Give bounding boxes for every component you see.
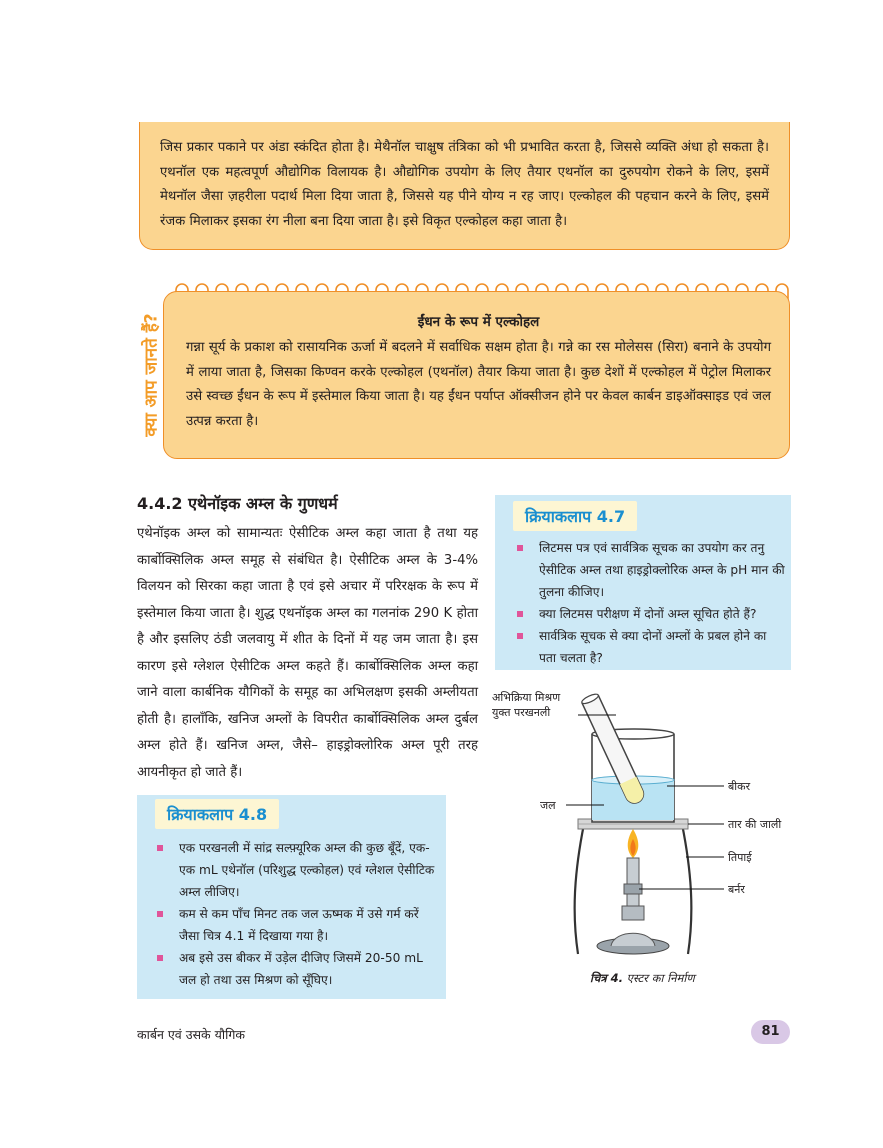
bullet-square-icon xyxy=(157,955,163,961)
apparatus-illustration xyxy=(486,684,796,984)
denatured-alcohol-text: जिस प्रकार पकाने पर अंडा स्कंदित होता है। मेथैनॉल चाक्षुष तंत्रिका को भी प्रभावित करता है, जिससे व्यक्ति अंधा हो सकता है। एथनॉल एक महत्वपूर्ण औद्योगिक विलायक है। औद्योगिक उपयोग के लिए तैयार एथनॉल का दुरुपयोग रोकने के लिए, इसमें मेथनॉल जैसा ज़हरीला पदार्थ मिला दिया जाता है, जिससे यह पीने योग्य न रह जाए। एल्कोहल की पहचान करने के लिए, इसमें रंजक मिलाकर इसका रंग नीला बना दिया जाता है। इसे विकृत एल्कोहल कहा जाता है। xyxy=(160,140,769,229)
denatured-alcohol-box xyxy=(139,122,790,250)
did-you-know-heading: ईंधन के रूप में एल्कोहल xyxy=(417,314,540,330)
figure-caption-number: चित्र 4. xyxy=(590,971,624,985)
did-you-know-side-label: क्या आप जानते हैं? xyxy=(141,313,162,437)
beaker-label: बीकर xyxy=(728,780,751,793)
figure-caption xyxy=(590,971,695,986)
activity-4-8-title: क्रियाकलाप 4.8 xyxy=(155,799,279,829)
activity-4-8-list xyxy=(157,837,437,991)
activity-4-7-title: क्रियाकलाप 4.7 xyxy=(513,501,637,531)
figure-caption-text: एस्टर का निर्माण xyxy=(626,971,695,985)
wire-gauze-label: तार की जाली xyxy=(728,818,782,831)
test-tube-label: अभिक्रिया मिश्रण युक्त परखनली xyxy=(492,691,561,719)
bullet-square-icon xyxy=(517,611,523,617)
tripod-label: तिपाई xyxy=(728,851,752,864)
did-you-know-text: गन्ना सूर्य के प्रकाश को रासायनिक ऊर्जा में बदलने में सर्वाधिक सक्षम होता है। गन्ने का रस मोलेसस (सिरा) बनाने के उपयोग में लाया जाता है, जिसका किण्वन करके एल्कोहल (एथनॉल) तैयार किया जाता है। कुछ देशों में एल्कोहल में पेट्रोल मिलाकर उसे स्वच्छ ईंधन के रूप में इस्तेमाल किया जाता है। यह ईंधन पर्याप्त ऑक्सीजन होने पर केवल कार्बन डाइऑक्साइड एवं जल उत्पन्न करता है। xyxy=(186,340,771,429)
section-title: 4.4.2 एथेनॉइक अम्ल के गुणधर्म xyxy=(137,494,338,513)
list-item: कम से कम पाँच मिनट तक जल ऊष्मक में उसे गर्म करें जैसा चित्र 4.1 में दिखाया गया है। xyxy=(157,903,437,947)
activity-4-7-box xyxy=(495,495,791,670)
list-item: क्या लिटमस परीक्षण में दोनों अम्ल सूचित होते हैं? xyxy=(517,603,785,625)
bullet-square-icon xyxy=(157,845,163,851)
list-item: अब इसे उस बीकर में उड़ेल दीजिए जिसमें 20-50 mL जल हो तथा उस मिश्रण को सूँघिए। xyxy=(157,947,437,991)
bullet-square-icon xyxy=(517,633,523,639)
bullet-square-icon xyxy=(517,545,523,551)
section-body-text: एथेनॉइक अम्ल को सामान्यतः ऐसीटिक अम्ल कहा जाता है तथा यह कार्बोक्सिलिक अम्ल समूह से संबंधित है। ऐसीटिक अम्ल के 3-4% विलयन को सिरका कहा जाता है एवं इसे अचार में परिरक्षक के रूप में इस्तेमाल किया जाता है। शुद्ध एथनॉइक अम्ल का गलनांक 290 K होता है और इसलिए ठंडी जलवायु में शीत के दिनों में यह जम जाता है। इस कारण इसे ग्लेशल ऐसीटिक अम्ल कहते हैं। कार्बोक्सिलिक अम्ल कहा जाने वाला कार्बनिक यौगिकों के समूह का अभिलक्षण इसकी अम्लीयता होती है। हालाँकि, खनिज अम्लों के विपरीत कार्बोक्सिलिक अम्ल दुर्बल अम्ल होते हैं। खनिज अम्ल, जैसे– हाइड्रोक्लोरिक अम्ल पूरी तरह आयनीकृत हो जाते हैं। xyxy=(137,526,478,780)
list-item: एक परखनली में सांद्र सल्फ़्यूरिक अम्ल की कुछ बूँदें, एक-एक mL एथेनॉल (परिशुद्ध एल्कोहल) एवं ग्लेशल ऐसीटिक अम्ल लीजिए। xyxy=(157,837,437,903)
burner-label: बर्नर xyxy=(728,883,745,896)
did-you-know-box xyxy=(163,291,790,459)
ester-formation-figure xyxy=(486,684,796,984)
list-item: सार्वत्रिक सूचक से क्या दोनों अम्लों के प्रबल होने का पता चलता है? xyxy=(517,625,785,669)
chapter-footer: कार्बन एवं उसके यौगिक xyxy=(137,1027,245,1042)
page-number: 81 xyxy=(751,1020,790,1044)
bullet-square-icon xyxy=(157,911,163,917)
activity-4-7-list xyxy=(517,537,785,669)
water-label: जल xyxy=(540,799,556,812)
list-item: लिटमस पत्र एवं सार्वत्रिक सूचक का उपयोग कर तनु ऐसीटिक अम्ल तथा हाइड्रोक्लोरिक अम्ल के pH मान की तुलना कीजिए। xyxy=(517,537,785,603)
activity-4-8-box xyxy=(137,795,446,999)
